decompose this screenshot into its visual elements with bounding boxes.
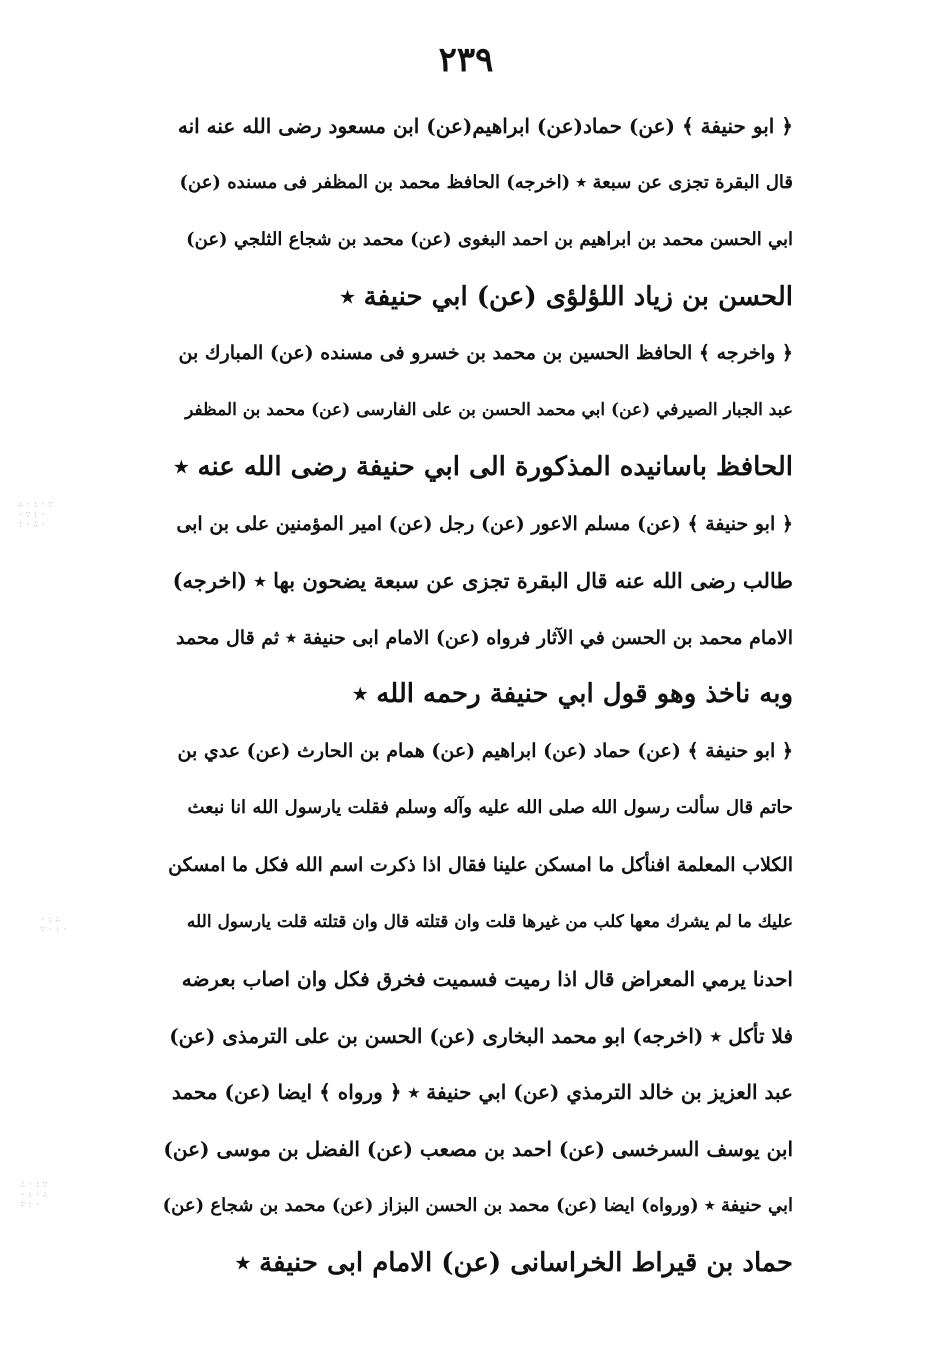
text-line: الحافظ باسانيده المذكورة الى ابي حنيفة رضى الله عنه ٭ [174,452,793,483]
margin-speckle-1: ∴·:·∵ ·∵:· :·∴· [18,500,56,530]
text-line: ابن يوسف السرخسى (عن) احمد بن مصعب (عن) الفضل بن موسى (عن) [163,1137,793,1162]
text-line: ابي حنيفة ٭ (ورواه) ايضا (عن) محمد بن الحسن البزاز (عن) محمد بن شجاع (عن) [162,1195,793,1217]
text-line: ﴿ ابو حنيفة ﴾ (عن) حماد (عن) ابراهيم (عن) همام بن الحارث (عن) عدي بن [177,740,793,763]
text-line: الحسن بن زياد اللؤلؤى (عن) ابي حنيفة ٭ [340,281,793,312]
text-line: عبد العزيز بن خالد الترمذي (عن) ابي حنيفة ٭ ﴿ ورواه ﴾ ايضا (عن) محمد [171,1080,793,1105]
text-line: وبه ناخذ وهو قول ابي حنيفة رحمه الله ٭ [353,679,793,710]
text-line: ﴿ ابو حنيفة ﴾ (عن) مسلم الاعور (عن) رجل (عن) امير المؤمنين على بن ابى [176,512,793,535]
text-line: ابي الحسن محمد بن ابراهيم بن احمد البغوى (عن) محمد بن شجاع الثلجي (عن) [186,228,793,250]
text-line: ﴿ ابو حنيفة ﴾ (عن) حماد(عن) ابراهيم(عن) ابن مسعود رضى الله عنه انه [177,114,793,138]
page-number: ٢٣٩ [438,40,494,80]
text-line: طالب رضى الله عنه قال البقرة تجزى عن سبعة يضحون بها ٭ (اخرجه) [172,567,793,593]
text-line: حماد بن قيراط الخراسانى (عن) الامام ابى حنيفة ٭ [235,1247,793,1278]
text-line: حاتم قال سألت رسول الله صلى الله عليه وآله وسلم فقلت يارسول الله انا نبعث [187,797,793,819]
text-line: فلا تأكل ٭ (اخرجه) ابو محمد البخارى (عن) الحسن بن على الترمذى (عن) [169,1023,793,1048]
text-line: الكلاب المعلمة افنأكل ما امسكن علينا فقال اذا ذكرت اسم الله فكل ما امسكن [168,853,793,876]
text-line: عليك ما لم يشرك معها كلب من غيرها قلت وان قتلته قال وان قتلته قلت يارسول الله [186,911,793,932]
margin-speckle-3: ∴·:∵ ·:·∴ ∵:· [20,1180,50,1210]
text-line: الامام محمد بن الحسن في الآثار فرواه (عن) الامام ابى حنيفة ٭ ثم قال محمد [175,626,793,649]
text-line: قال البقرة تجزى عن سبعة ٭ (اخرجه) الحافظ محمد بن المظفر فى مسنده (عن) [179,171,793,193]
margin-speckle-2: ·:∴ ∵·:· [40,915,70,935]
text-line: ﴿ واخرجه ﴾ الحافظ الحسين بن محمد بن خسرو فى مسنده (عن) المبارك بن [178,342,793,365]
text-line: عبد الجبار الصيرفي (عن) ابي محمد الحسن بن على الفارسى (عن) محمد بن المظفر [185,400,793,421]
text-line: احدنا يرمي المعراض قال اذا رميت فسميت فخرق فكل وان اصاب بعرضه [181,966,793,991]
text-body [158,98,793,1292]
